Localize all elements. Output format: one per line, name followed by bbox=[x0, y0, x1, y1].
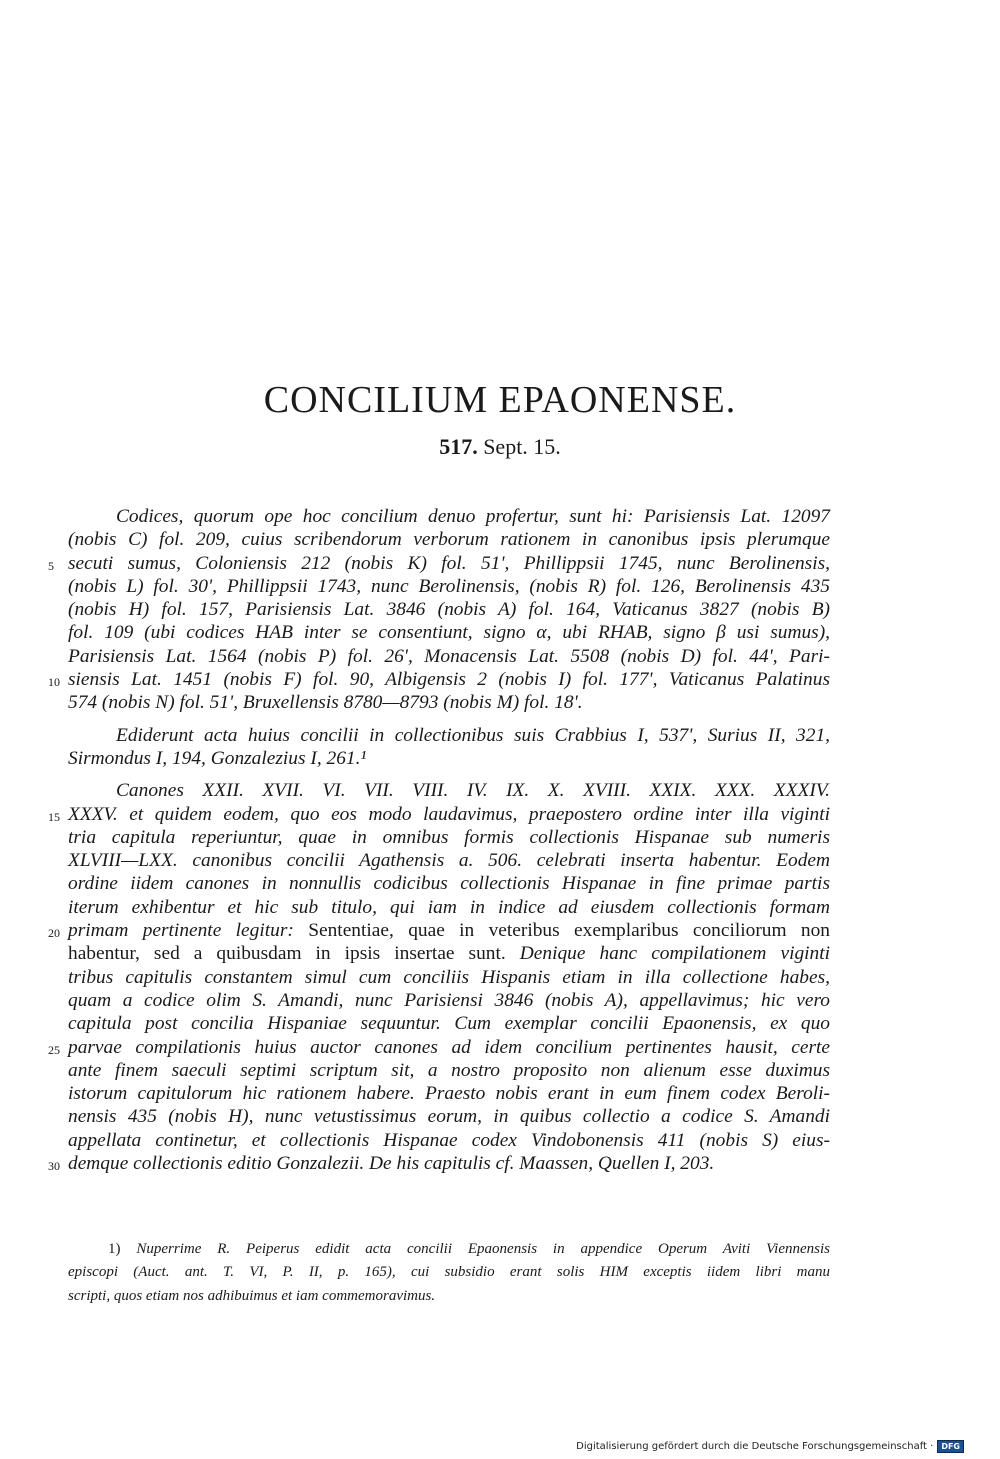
text-line bbox=[48, 919, 831, 942]
text-line bbox=[48, 803, 830, 826]
line-text: capitula post concilia Hispaniae sequuntur. Cum exemplar concilii Epaonensis, ex quo bbox=[68, 1013, 830, 1035]
council-year: 517. bbox=[439, 434, 478, 459]
text-line bbox=[68, 1129, 830, 1152]
text-line bbox=[48, 1152, 830, 1175]
dfg-logo-icon: DFG bbox=[937, 1440, 964, 1453]
line-text: iterum exhibentur et hic sub titulo, qui iam in indice ad eiusdem collectionis formam bbox=[68, 896, 830, 918]
line-text: istorum capitulorum hic rationem habere. Praesto nobis erant in eum finem codex Beroli- bbox=[68, 1083, 830, 1105]
line-text: siensis Lat. 1451 (nobis F) fol. 90, Albigensis 2 (nobis I) fol. 177', Vaticanus Palatinus bbox=[68, 669, 830, 691]
main-text bbox=[48, 505, 831, 1175]
text-line bbox=[68, 1105, 830, 1128]
line-text: Parisiensis Lat. 1564 (nobis P) fol. 26', Monacensis Lat. 5508 (nobis D) fol. 44', Pari- bbox=[68, 645, 830, 667]
line-text-roman: Sententiae, quae in veteribus exemplaribus conciliorum non bbox=[308, 920, 831, 942]
line-text: 574 (nobis N) fol. 51', Bruxellensis 8780—8793 (nobis M) fol. 18'. bbox=[68, 692, 583, 714]
text-line bbox=[68, 621, 830, 644]
text-line bbox=[68, 1012, 830, 1035]
footnote-line bbox=[68, 1261, 830, 1284]
footnote bbox=[68, 1238, 830, 1308]
footnote-text: episcopi (Auct. ant. T. VI, P. II, p. 165), cui subsidio erant solis HIM exceptis iidem libri manu bbox=[68, 1264, 830, 1281]
text-line bbox=[68, 1082, 830, 1105]
line-text: appellata continetur, et collectionis Hispanae codex Vindobonensis 411 (nobis S) eius- bbox=[68, 1129, 830, 1151]
line-text: tribus capitulis constantem simul cum conciliis Hispanis etiam in illa collectione habes, bbox=[68, 966, 830, 988]
text-line bbox=[48, 668, 830, 691]
text-line bbox=[68, 1059, 830, 1082]
line-number: 5 bbox=[48, 558, 54, 573]
text-line bbox=[68, 872, 830, 895]
line-text: Denique hanc compilationem viginti bbox=[519, 943, 831, 965]
text-line bbox=[68, 645, 830, 668]
text-line bbox=[68, 505, 830, 528]
text-line bbox=[68, 747, 830, 770]
council-day: Sept. 15. bbox=[483, 434, 561, 459]
line-text: (nobis C) fol. 209, cuius scribendorum verborum rationem in canonibus ipsis plerumque bbox=[68, 529, 830, 551]
footnote-line bbox=[68, 1238, 830, 1261]
footnote-line bbox=[68, 1285, 830, 1308]
credit-text: Digitalisierung gefördert durch die Deutsche Forschungsgemeinschaft · bbox=[576, 1441, 934, 1452]
text-line bbox=[68, 989, 830, 1012]
footnote-text: Nuperrime R. Peiperus edidit acta concilii Epaonensis in appendice Operum Aviti Viennensis bbox=[136, 1241, 831, 1257]
line-text: (nobis H) fol. 157, Parisiensis Lat. 3846 (nobis A) fol. 164, Vaticanus 3827 (nobis B) bbox=[68, 599, 830, 621]
line-text: (nobis L) fol. 30', Phillippsii 1743, nunc Berolinensis, (nobis R) fol. 126, Berolinensis 435 bbox=[68, 575, 830, 597]
line-text: XLVIII—LXX. canonibus concilii Agathensis a. 506. celebrati inserta habentur. Eodem bbox=[68, 850, 830, 872]
line-number: 10 bbox=[48, 675, 60, 690]
text-line bbox=[68, 966, 830, 989]
digitization-credit bbox=[576, 1440, 964, 1453]
line-number: 15 bbox=[48, 809, 60, 824]
line-text: ante finem saeculi septimi scriptum sit, a nostro proposito non alienum esse duximus bbox=[68, 1059, 830, 1081]
council-date bbox=[0, 434, 1000, 460]
line-number: 25 bbox=[48, 1042, 60, 1057]
text-line bbox=[68, 942, 830, 965]
line-text: Canones XXII. XVII. VI. VII. VIII. IV. IX. X. XVIII. XXIX. XXX. XXXIV. bbox=[116, 780, 830, 802]
line-text: Sirmondus I, 194, Gonzalezius I, 261.¹ bbox=[68, 747, 367, 769]
line-number: 30 bbox=[48, 1159, 60, 1174]
line-text: quam a codice olim S. Amandi, nunc Parisiensi 3846 (nobis A), appellavimus; hic vero bbox=[68, 989, 830, 1011]
line-text: demque collectionis editio Gonzalezii. De his capitulis cf. Maassen, Quellen I, 203. bbox=[68, 1153, 715, 1175]
footnote-text: scripti, quos etiam nos adhibuimus et iam commemoravimus. bbox=[68, 1287, 436, 1304]
text-line bbox=[68, 724, 830, 747]
line-text: tria capitula reperiuntur, quae in omnibus formis collectionis Hispanae sub numeris bbox=[68, 826, 830, 848]
text-line bbox=[68, 849, 830, 872]
line-text: ordine iidem canones in nonnullis codicibus collectionis Hispanae in fine primae partis bbox=[68, 873, 830, 895]
text-line bbox=[68, 598, 830, 621]
line-text: secuti sumus, Coloniensis 212 (nobis K) fol. 51', Phillippsii 1745, nunc Berolinensis, bbox=[68, 552, 830, 574]
line-text: Ediderunt acta huius concilii in collectionibus suis Crabbius I, 537', Surius II, 321, bbox=[116, 724, 830, 746]
text-line bbox=[68, 575, 830, 598]
line-text: primam pertinente legitur: bbox=[68, 920, 294, 942]
line-text: fol. 109 (ubi codices HAB inter se consentiunt, signo α, ubi RHAB, signo β usi sumus), bbox=[68, 622, 830, 644]
text-line bbox=[48, 1036, 830, 1059]
text-line bbox=[68, 896, 830, 919]
line-text: nensis 435 (nobis H), nunc vetustissimus eorum, in quibus collectio a codice S. Amandi bbox=[68, 1106, 830, 1128]
text-line bbox=[68, 779, 830, 802]
line-text: Codices, quorum ope hoc concilium denuo profertur, sunt hi: Parisiensis Lat. 12097 bbox=[116, 506, 830, 527]
line-number: 20 bbox=[48, 926, 60, 941]
line-text: XXXV. et quidem eodem, quo eos modo laudavimus, praepostero ordine inter illa viginti bbox=[68, 803, 830, 825]
text-line bbox=[48, 552, 830, 575]
line-text: parvae compilationis huius auctor canones ad idem concilium pertinentes hausit, certe bbox=[68, 1036, 830, 1058]
text-line bbox=[68, 691, 830, 714]
page-title: CONCILIUM EPAONENSE. bbox=[263, 379, 737, 421]
text-line bbox=[68, 528, 830, 551]
footnote-number: 1) bbox=[108, 1241, 121, 1257]
text-line bbox=[68, 826, 830, 849]
line-text-roman: habentur, sed a quibusdam in ipsis insertae sunt. bbox=[68, 943, 506, 965]
